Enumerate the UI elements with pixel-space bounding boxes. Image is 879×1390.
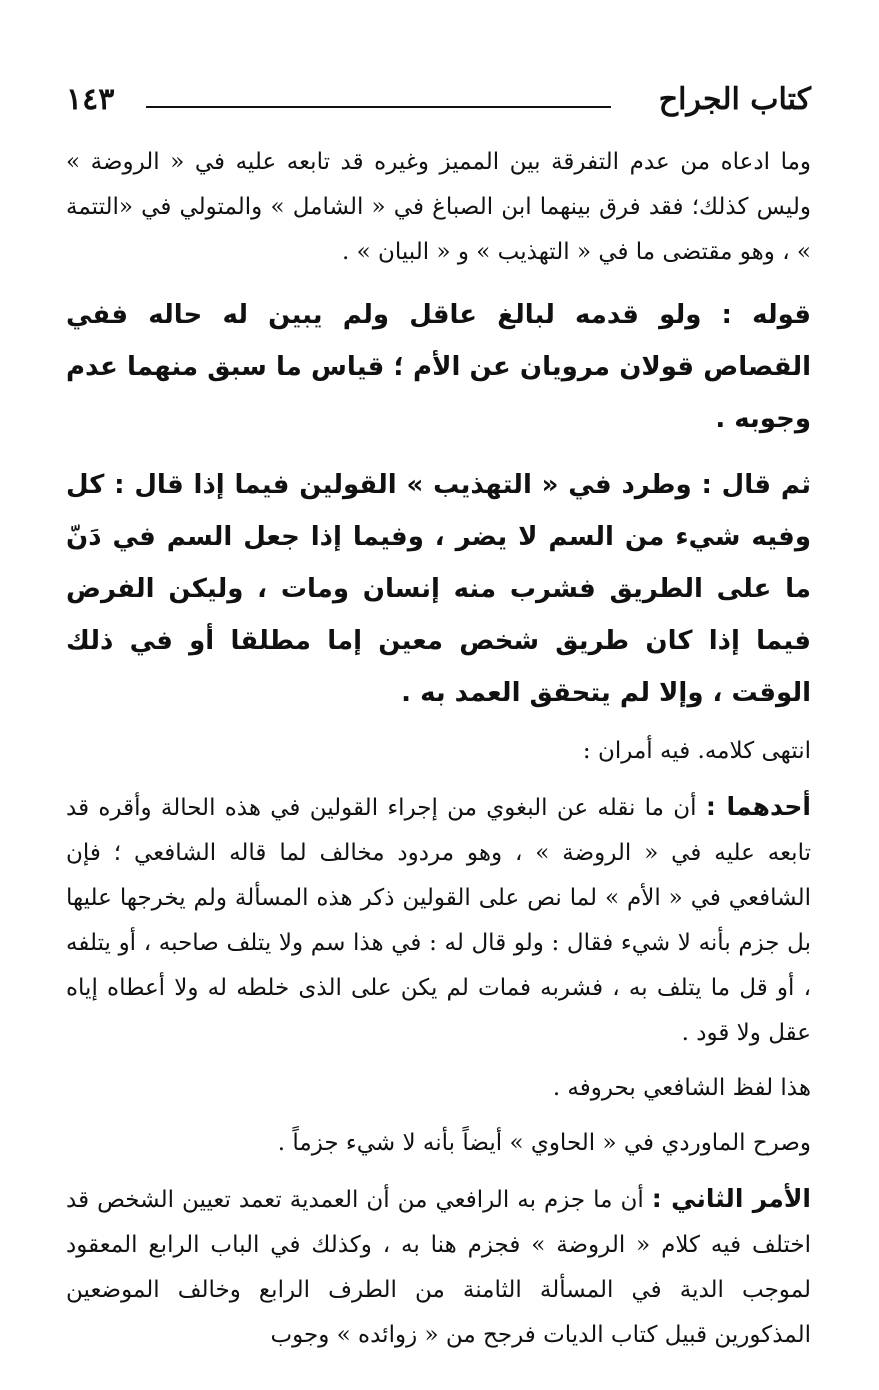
header-rule: [146, 106, 611, 108]
paragraph-5-lead: أحدهما :: [705, 792, 811, 821]
paragraph-5: [66, 784, 811, 1056]
paragraph-8-lead: الأمر الثاني :: [651, 1184, 812, 1213]
paragraph-3-quote: ثم قال : وطرد في « التهذيب » القولين فيما إذا قال : كل وفيه شيء من السم لا يضر ، وفيما إذا جعل السم في دَنّ ما على الطريق فشرب منه إنسان ومات ، وليكن الفرض فيما إذا كان طريق شخص معين إما مطلقا أو في ذلك الوقت ، وإلا لم يتحقق العمد به .: [66, 470, 811, 708]
paragraph-1: وما ادعاه من عدم التفرقة بين المميز وغيره قد تابعه عليه في « الروضة » وليس كذلك؛ فقد فرق بينهما ابن الصباغ في « الشامل » والمتولي في «التتمة » ، وهو مقتضى ما في « التهذيب » و « البيان » .: [66, 149, 811, 265]
body-text: [66, 140, 811, 1358]
page-header: [66, 78, 811, 128]
paragraph-6: هذا لفظ الشافعي بحروفه .: [552, 1075, 811, 1101]
paragraph-8-text: أن ما جزم به الرافعي من أن العمدية تعمد تعيين الشخص قد اختلف فيه كلام « الروضة » فجزم هنا به ، وكذلك في الباب الرابع المعقود لموجب الدية في المسألة الثامنة من الطرف الرابع وخالف الموضعين المذكورين قبيل كتاب الديات فرجح من « زوائده » وجوب: [66, 1187, 811, 1348]
paragraph-5-text: أن ما نقله عن البغوي من إجراء القولين في هذه الحالة وأقره قد تابعه عليه في « الروضة » ، وهو مردود مخالف لما قاله الشافعي ؛ فإن الشافعي في « الأم » لما نص على القولين ذكر هذه المسألة ولم يخرجها عليها بل جزم بأنه لا شيء فقال : ولو قال له : في هذا سم ولا يتلف صاحبه ، أو يتلفه ، أو قل ما يتلف به ، فشربه فمات لم يكن على الذى خلطه له ولا أعطاه إياه عقل ولا قود .: [66, 795, 811, 1046]
paragraph-8: [66, 1176, 811, 1358]
page-number: ١٤٣: [66, 82, 115, 117]
paragraph-7: وصرح الماوردي في « الحاوي » أيضاً بأنه لا شيء جزماً .: [277, 1130, 811, 1156]
running-head: كتاب الجراح: [658, 82, 811, 117]
paragraph-4: انتهى كلامه. فيه أمران :: [582, 738, 811, 764]
paragraph-2-quote: قوله : ولو قدمه لبالغ عاقل ولم يبين له حاله ففي القصاص قولان مرويان عن الأم ؛ قياس ما سبق منهما عدم وجوبه .: [66, 300, 811, 434]
